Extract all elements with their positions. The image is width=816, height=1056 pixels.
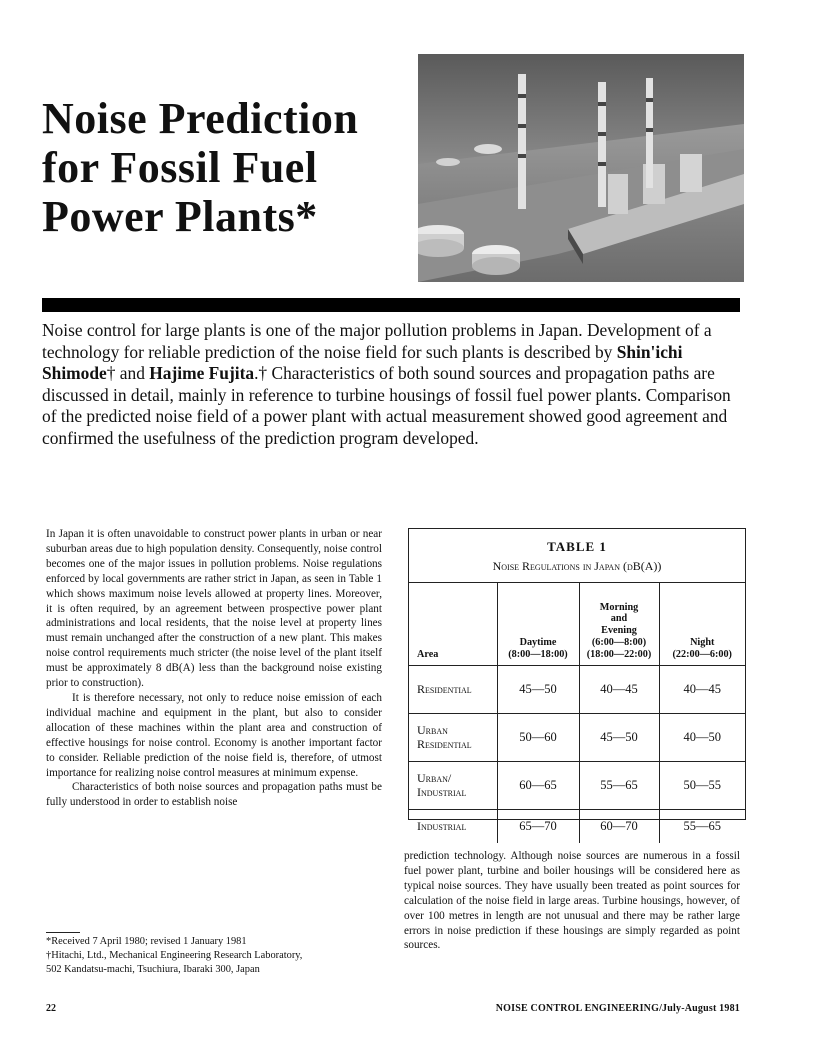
footnote-affiliation: †Hitachi, Ltd., Mechanical Engineering Research Laboratory,	[46, 949, 303, 961]
column-header-night	[659, 583, 745, 665]
area-name-line2: Residential	[417, 737, 472, 751]
table-caption: Noise Regulations in Japan (dB(A))	[492, 559, 662, 573]
table-cell: 55—65	[579, 761, 659, 809]
morning-label: Morning	[599, 601, 639, 613]
night-label: Night	[690, 636, 715, 648]
paragraph: prediction technology. Although noise sources are numerous in a fossil fuel power plant, turbine and boiler housings will be considered here as typical noise sources. They have usually been treated as point sources for calculation of the noise field in large areas. Turbine housings, however, of over 100 metres in length are not unusual and there may be rather large errors in noise prediction if these housings are simply regarded as point sources.	[404, 850, 740, 952]
noise-regulations-table	[409, 583, 745, 843]
table-cell: 55—65	[659, 809, 745, 843]
area-name: Industrial	[417, 819, 467, 833]
paragraph: In Japan it is often unavoidable to construct power plants in urban or near suburban areas due to high population density. Consequently, noise control becomes one of the major issues in pollution problems. Noise regulations enforced by local governments are rather strict in Japan, as seen in Table 1 which shows maximum noise levels allowed at property lines. Moreover, it is often required, by an agreement between prospective power plant administrations and local residents, that the noise level at property lines must remain unchanged after the construction of a new plant. This makes noise control requirements much stricter (the noise level of the plant itself must be approximately 8 dB(A) less than the background noise existing prior to construction).	[46, 528, 382, 690]
footnote-address: 502 Kandatsu-machi, Tsuchiura, Ibaraki 300, Japan	[46, 963, 260, 975]
table-cell: 50—60	[497, 713, 579, 761]
abstract	[42, 320, 742, 450]
author-shimode: Shin'ichi Shimode	[42, 341, 683, 384]
table-cell: 40—45	[579, 665, 659, 713]
night-hours: (22:00—6:00)	[672, 648, 732, 660]
table-cell: 45—50	[497, 665, 579, 713]
area-name: Urban	[417, 723, 448, 737]
evening-label: Evening	[601, 625, 637, 637]
column-header-morning-evening	[579, 583, 659, 665]
table-cell: 40—50	[659, 713, 745, 761]
table-header	[409, 529, 745, 583]
table-cell: 50—55	[659, 761, 745, 809]
table-cell-area	[409, 761, 497, 809]
table-cell: 40—45	[659, 665, 745, 713]
table-row	[409, 713, 745, 761]
column-header-daytime	[497, 583, 579, 665]
title-line-1: Noise Prediction	[42, 94, 359, 143]
table-cell: 60—70	[579, 809, 659, 843]
section-divider	[42, 298, 740, 312]
author-fujita: Hajime Fujita	[149, 363, 255, 384]
table-row	[409, 761, 745, 809]
area-name-line2: Industrial	[417, 785, 467, 799]
table-header-row	[409, 583, 745, 665]
body-column-left	[46, 527, 382, 810]
footnote-divider	[46, 932, 80, 933]
power-plant-photo	[418, 54, 744, 282]
table-row	[409, 665, 745, 713]
journal-footer: NOISE CONTROL ENGINEERING/July-August 1981	[495, 1003, 740, 1014]
article-title	[42, 94, 412, 241]
footnotes	[46, 935, 386, 976]
area-name: Residential	[417, 682, 472, 696]
table-title: TABLE 1	[547, 539, 607, 554]
evening-hours: (18:00—22:00)	[586, 648, 652, 660]
and-label: and	[610, 613, 628, 625]
title-line-2: for Fossil Fuel	[42, 143, 318, 192]
daytime-hours: (8:00—18:00)	[508, 648, 568, 660]
table-cell-area	[409, 809, 497, 843]
table-cell: 60—65	[497, 761, 579, 809]
page-number: 22	[46, 1003, 56, 1014]
paragraph: Characteristics of both noise sources and propagation paths must be fully understood in order to establish noise	[46, 781, 382, 809]
body-column-right	[404, 849, 740, 953]
table-1	[408, 528, 746, 833]
paragraph: It is therefore necessary, not only to reduce noise emission of each individual machine and equipment in the plant, but also to consider allocation of these machines within the plant area and construction of effective housings for noise control. Economy is another important factor to consider. Reliable prediction of the noise field is, therefore, of utmost importance for realizing noise control measures at minimum expense.	[46, 691, 382, 779]
daytime-label: Daytime	[519, 636, 557, 648]
column-header-area: Area	[409, 583, 497, 665]
table-cell-area	[409, 665, 497, 713]
table-cell: 45—50	[579, 713, 659, 761]
table-row	[409, 809, 745, 843]
abstract-dagger: † and	[106, 363, 150, 384]
title-line-3: Power Plants*	[42, 192, 318, 241]
morning-hours: (6:00—8:00)	[591, 636, 647, 648]
abstract-text-end: .† Characteristics of both sound sources and propagation paths are discussed in detail, mainly in reference to turbine housings of fossil fuel power plants. Comparison of the predicted noise field of a power plant with actual measurement showed good agreement and confirmed the usefulness of the prediction program developed.	[42, 363, 731, 448]
abstract-text-start: Noise control for large plants is one of the major pollution problems in Japan. Development of a technology for reliable prediction of the noise field for such plants is described by	[42, 320, 712, 362]
area-name: Urban/	[417, 771, 452, 785]
footnote-received: *Received 7 April 1980; revised 1 January 1981	[46, 936, 247, 947]
table-cell: 65—70	[497, 809, 579, 843]
table-cell-area	[409, 713, 497, 761]
